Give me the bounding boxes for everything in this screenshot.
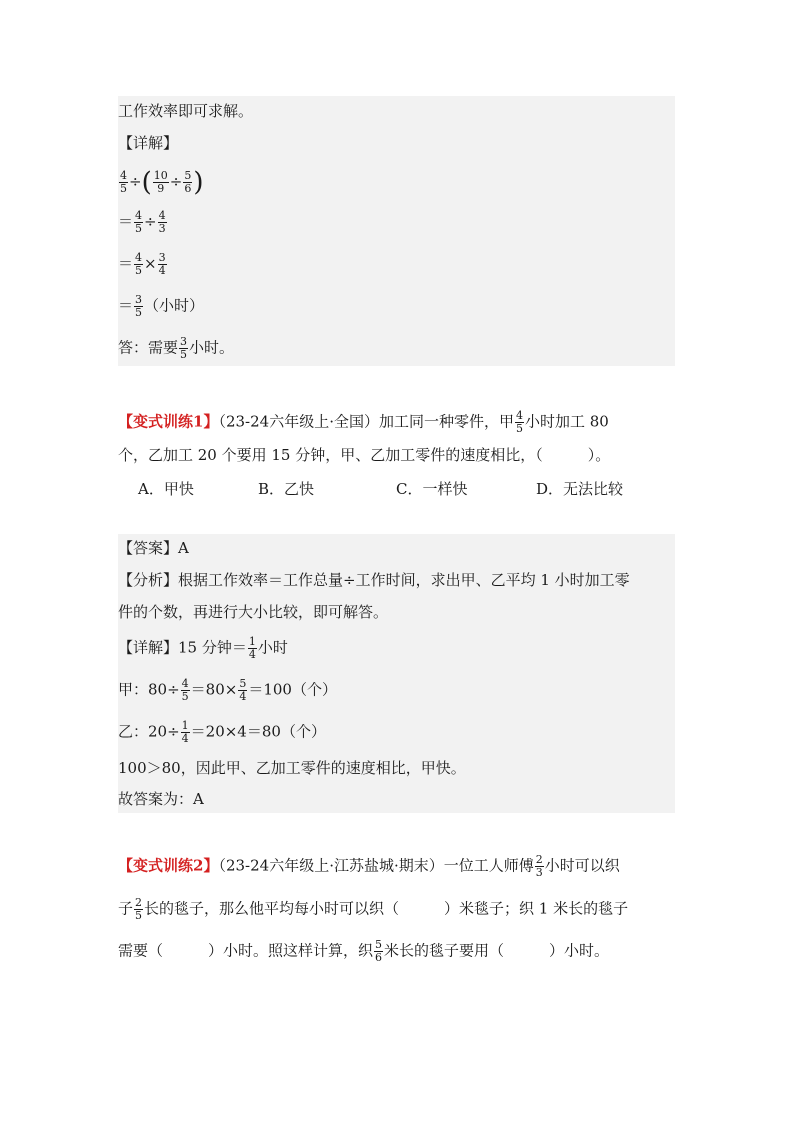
option-d[interactable]: D．无法比较: [536, 480, 624, 498]
analysis-line-2: 件的个数，再进行大小比较，即可解答。: [118, 603, 389, 621]
question-1-line-2: 个，乙加工 20 个要用 15 分钟，甲、乙加工零件的速度相比，（ ）。: [118, 446, 611, 464]
option-a[interactable]: A．甲快: [138, 480, 194, 498]
question-2-line-3: 需要（ ）小时。照这样计算，织 $\frac{5}{6}$ 米长的毯子要用（ ）小时。: [118, 938, 610, 964]
detail-heading: 【详解】: [118, 134, 179, 152]
analysis-line-1: 【分析】根据工作效率＝工作总量÷工作时间，求出甲、乙平均 1 小时加工零: [118, 571, 630, 589]
step-line: ＝ $\frac{4}{5}$ × $\frac{3}{4}$: [118, 251, 166, 277]
question-1-line-1: 【变式训练1】（23-24六年级上·全国）加工同一种零件，甲 $\frac{4}{5}$ 小时加工 80: [118, 409, 609, 435]
compare-line: 100＞80，因此甲、乙加工零件的速度相比，甲快。: [118, 759, 466, 777]
solution-block-1: [118, 96, 675, 366]
fraction: $\frac{4}{5}$: [120, 169, 127, 195]
fraction: $\frac{5}{6}$: [184, 169, 192, 195]
text-line: 工作效率即可求解。: [118, 102, 254, 120]
option-b[interactable]: B．乙快: [258, 480, 315, 498]
question-2-line-2: 子 $\frac{2}{5}$ 长的毯子，那么他平均每小时可以织（ ）米毯子；织 1 米长的毯子: [118, 896, 629, 922]
expression-line: $\frac{4}{5}$ ÷( $\frac{10}{9}$ ÷ $\frac{5}{6}$ ): [120, 167, 204, 198]
answer-line: 答：需要 $\frac{3}{5}$ 小时。: [118, 335, 235, 361]
final-answer-line: 故答案为：A: [118, 790, 204, 808]
answer-line: 【答案】A: [118, 539, 189, 557]
question-2-line-1: 【变式训练2】（23-24六年级上·江苏盐城·期末）一位工人师傅 $\frac{2}{3}$ 小时可以织: [118, 853, 620, 879]
yi-line: 乙：20÷ $\frac{1}{4}$ ＝20×4＝80（个）: [118, 719, 326, 745]
step-line: ＝ $\frac{4}{5}$ ÷ $\frac{4}{3}$: [118, 209, 166, 235]
jia-line: 甲：80÷ $\frac{4}{5}$ ＝80× $\frac{5}{4}$ ＝100（个）: [118, 677, 337, 703]
step-line: ＝ $\frac{3}{5}$ （小时）: [118, 293, 205, 319]
detail-line: 【详解】15 分钟＝ $\frac{1}{4}$ 小时: [118, 635, 288, 661]
option-c[interactable]: C．一样快: [396, 480, 468, 498]
fraction: $\frac{10}{9}$: [153, 169, 168, 195]
